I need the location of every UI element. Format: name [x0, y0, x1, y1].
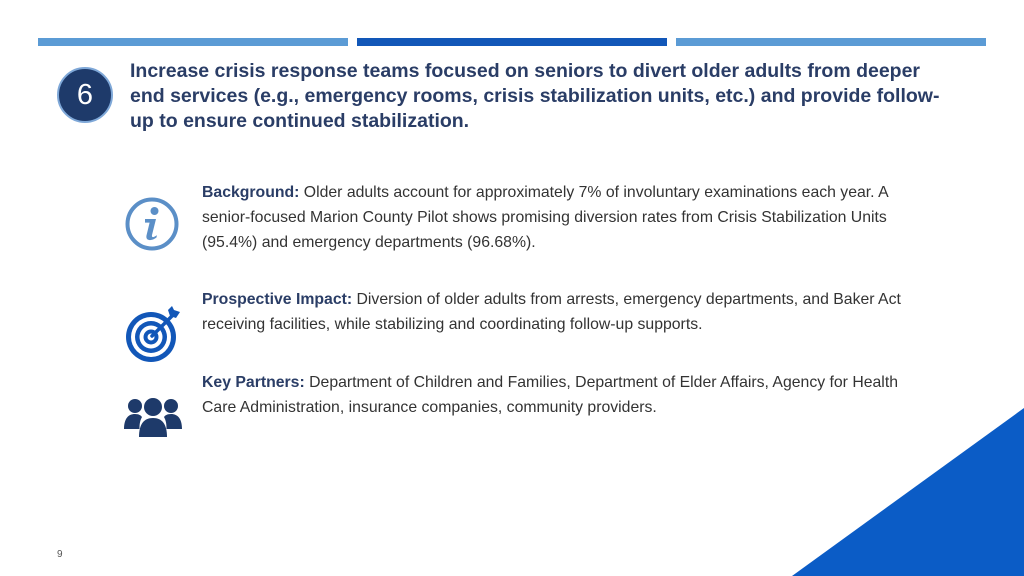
background-heading: Background:	[202, 184, 300, 201]
item-number-badge: 6	[57, 67, 113, 123]
background-section	[202, 180, 922, 255]
top-accent-bar-middle	[357, 38, 667, 46]
key-partners-text: Department of Children and Families, Department of Elder Affairs, Agency for Health Care Administration, insurance companies, community providers.	[202, 374, 898, 416]
key-partners-section	[202, 370, 922, 420]
people-icon	[124, 395, 182, 437]
prospective-impact-section	[202, 287, 922, 337]
top-accent-bar-right	[676, 38, 986, 46]
info-icon	[124, 196, 180, 252]
prospective-impact-text: Diversion of older adults from arrests, emergency departments, and Baker Act receiving facilities, while stabilizing and coordinating follow-up supports.	[202, 291, 901, 333]
top-accent-bar-left	[38, 38, 348, 46]
slide-title: Increase crisis response teams focused on seniors to divert older adults from deeper end services (e.g., emergency rooms, crisis stabilization units, etc.) and provide follow-up to ensure continued stabilization.	[130, 60, 940, 132]
background-text: Older adults account for approximately 7% of involuntary examinations each year. A senior-focused Marion County Pilot shows promising diversion rates from Crisis Stabilization Units (95.4%) and emergency departments (96.68%).	[202, 184, 888, 251]
key-partners-heading: Key Partners:	[202, 374, 305, 391]
prospective-impact-heading: Prospective Impact:	[202, 291, 353, 308]
page-number: 9	[57, 549, 63, 560]
target-icon	[124, 306, 182, 364]
